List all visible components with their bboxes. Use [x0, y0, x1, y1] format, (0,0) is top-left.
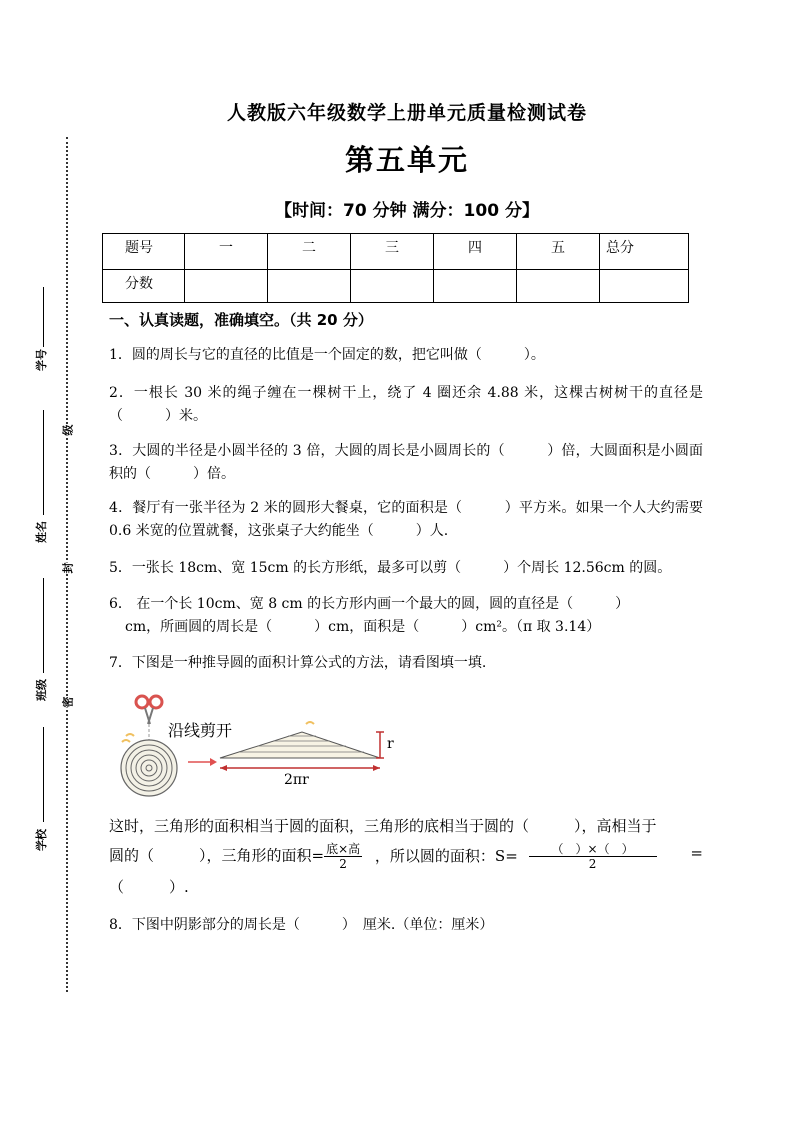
- question-7-text-line-2: [109, 842, 703, 871]
- column-header: 三: [351, 234, 434, 270]
- class-label: 班级: [35, 679, 48, 701]
- question-6-line-1: 6． 在一个长 10cm、宽 8 cm 的长方形内画一个最大的圆，圆的直径是（ ）: [109, 596, 630, 612]
- grade-line: [43, 578, 44, 673]
- seal-char-feng: 封: [61, 562, 75, 574]
- question-2: 2．一根长 30 米的绳子缠在一棵树干上，绕了 4 圈还余 4.88 米，这棵古树树干的直径是（ ）米。: [109, 385, 703, 424]
- q7-line2-part2: ，所以圆的面积：S=: [374, 846, 518, 865]
- table-row: [103, 234, 689, 270]
- question-6-line-2: cm，所画圆的周长是（ ）cm，面积是（ ）cm²。（π 取 3.14）: [125, 619, 601, 635]
- class-line-top: [43, 410, 44, 515]
- seal-char-ji: 级: [61, 424, 75, 436]
- score-cell[interactable]: [517, 270, 600, 303]
- unit-title: 第五单元: [344, 143, 469, 177]
- q7-equals: =: [690, 844, 703, 862]
- question-5: 5．一张长 18cm、宽 15cm 的长方形纸，最多可以剪（ ）个周长 12.56cm 的圆。: [109, 560, 672, 576]
- student-id-line: [43, 287, 44, 347]
- exam-title: 人教版六年级数学上册单元质量检测试卷: [226, 102, 587, 124]
- question-4: 4．餐厅有一张半径为 2 米的圆形大餐桌，它的面积是（ ）平方米。如果一个人大约需要 0.6 米宽的位置就餐，这张桌子大约能坐（ ）人.: [109, 500, 703, 539]
- score-cell[interactable]: [351, 270, 434, 303]
- cut-label: 沿线剪开: [168, 721, 233, 740]
- question-7-text-line-1: 这时，三角形的面积相当于圆的面积，三角形的底相当于圆的（ ），高相当于: [109, 817, 657, 835]
- base-label: 2πr: [284, 772, 309, 788]
- fraction-numerator: （ ）×（ ）: [529, 842, 657, 857]
- school-label: 学校: [35, 829, 48, 851]
- question-8: 8．下图中阴影部分的周长是（ ） 厘米.（单位：厘米）: [109, 917, 494, 933]
- score-cell[interactable]: [434, 270, 517, 303]
- score-table: [102, 233, 689, 303]
- column-header: 五: [517, 234, 600, 270]
- concentric-circle: [121, 740, 177, 796]
- score-cell[interactable]: [600, 270, 689, 303]
- figure-svg: [112, 690, 412, 805]
- school-line: [43, 727, 44, 822]
- score-row-header: 分数: [103, 270, 185, 303]
- scissors-icon: [136, 696, 162, 724]
- question-7-text-line-3: （ ）.: [109, 878, 189, 896]
- total-header: 总分: [600, 234, 689, 270]
- seal-char-mi: 密: [61, 696, 75, 708]
- column-header: 一: [185, 234, 268, 270]
- student-id-label: 学号: [35, 349, 48, 371]
- triangle-shape: [220, 732, 380, 758]
- question-1: 1．圆的周长与它的直径的比值是一个固定的数，把它叫做（ ）。: [109, 347, 545, 363]
- name-label: 姓名: [35, 521, 48, 543]
- height-label: r: [387, 736, 394, 752]
- fraction-denominator: 2: [339, 857, 347, 871]
- column-header: 二: [268, 234, 351, 270]
- q7-line2-part1: 圆的（ ），三角形的面积=: [109, 846, 325, 865]
- section-1-title: 一、认真读题，准确填空。（共 20 分）: [109, 311, 373, 329]
- question-3: 3．大圆的半径是小圆半径的 3 倍，大圆的周长是小圆周长的（ ）倍，大圆面积是小圆面积的（ ）倍。: [109, 443, 703, 482]
- circle-to-triangle-figure: [112, 690, 412, 809]
- fraction-area: [529, 842, 657, 871]
- score-cell[interactable]: [185, 270, 268, 303]
- fraction-numerator: 底×高: [326, 842, 361, 856]
- question-number-header: 题号: [103, 234, 185, 270]
- column-header: 四: [434, 234, 517, 270]
- table-row: [103, 270, 689, 303]
- right-arrow-icon: [188, 758, 217, 766]
- fraction-denominator: 2: [588, 857, 597, 871]
- time-score-info: 【时间：70 分钟 满分：100 分】: [275, 201, 539, 221]
- score-cell[interactable]: [268, 270, 351, 303]
- question-7: 7．下图是一种推导圆的面积计算公式的方法，请看图填一填.: [109, 655, 487, 671]
- fraction-base-height: [324, 842, 362, 871]
